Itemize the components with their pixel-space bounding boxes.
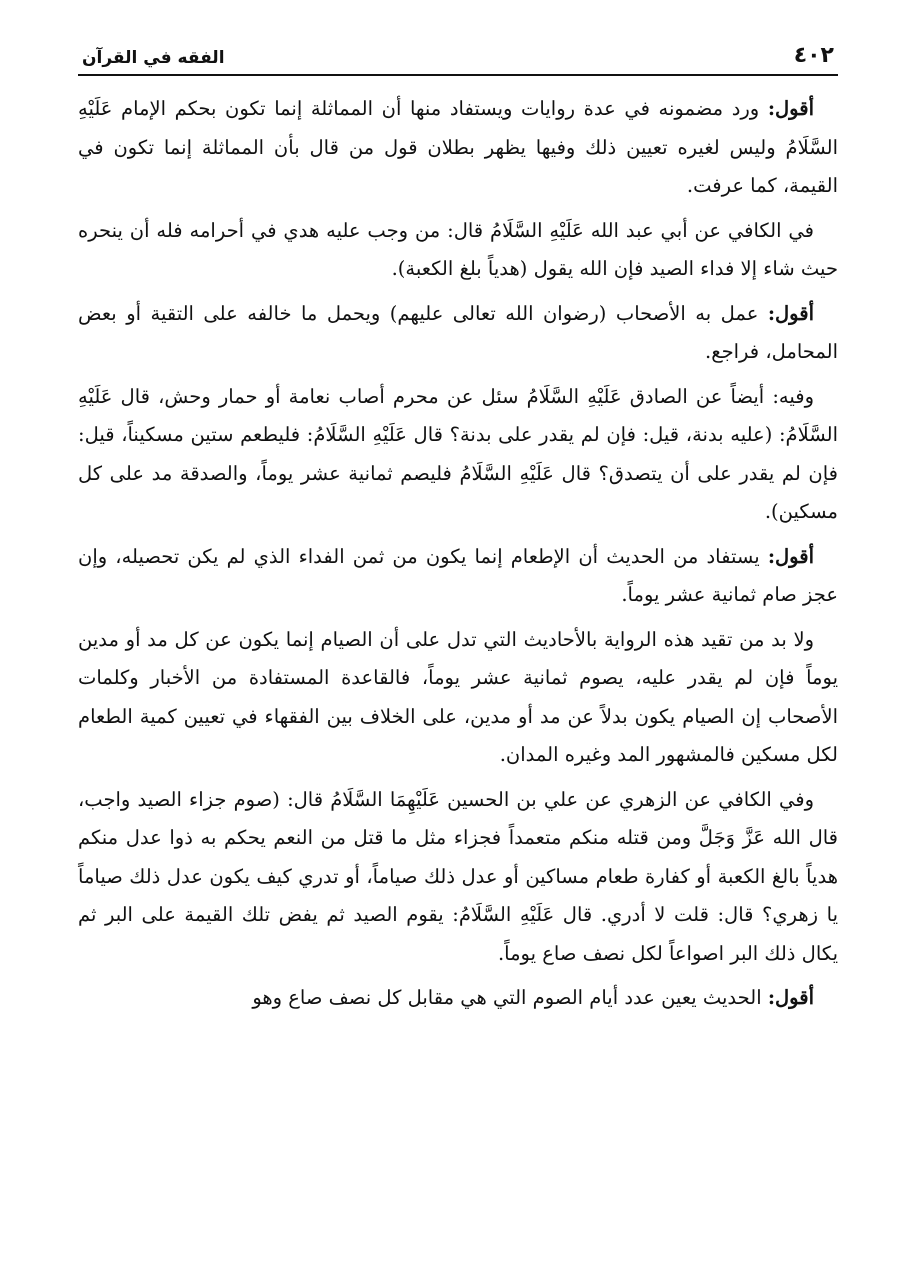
paragraph-text: وفيه: أيضاً عن الصادق عَلَيْهِ السَّلَامُ سئل عن محرم أصاب نعامة أو حمار وحش، قال عَلَيْهِ السَّلَامُ: (عليه بدنة، قيل: فإن لم يقدر على بدنة؟ قال عَلَيْهِ السَّلَامُ: فليطعم ستين مسكيناً، قيل: فإن لم يقدر على أن يتصدق؟ قال عَلَيْهِ السَّلَامُ فليصم ثمانية عشر يوماً، والصدقة مد على كل مسكين). — [78, 384, 838, 523]
paragraph — [78, 538, 838, 615]
paragraph — [78, 378, 838, 532]
paragraph-lead: أقول: — [767, 301, 814, 325]
paragraph-lead: أقول: — [767, 97, 814, 120]
paragraph-lead: أقول: — [767, 544, 814, 568]
body-text — [78, 90, 838, 1018]
running-title: الفقه في القرآن — [82, 48, 225, 68]
page-header — [78, 30, 838, 76]
page-number: ٤٠٢ — [793, 43, 834, 68]
paragraph-text: في الكافي عن أبي عبد الله عَلَيْهِ السَّلَامُ قال: من وجب عليه هدي في أحرامه فله أن ينحره حيث شاء إلا فداء الصيد فإن الله يقول (هدياً بلغ الكعبة). — [78, 218, 838, 280]
paragraph — [78, 979, 838, 1018]
paragraph-text: الحديث يعين عدد أيام الصوم التي هي مقابل كل نصف صاع وهو — [252, 986, 768, 1009]
book-page — [78, 30, 838, 1024]
paragraph — [78, 212, 838, 289]
paragraph-text: ورد مضمونه في عدة روايات ويستفاد منها أن المماثلة إنما تكون بحكم الإمام عَلَيْهِ السَّلَامُ وليس لغيره تعيين ذلك وفيها يظهر بطلان قول من قال بأن المماثلة إنما تكون في القيمة، كما عرفت. — [78, 97, 838, 197]
paragraph — [78, 621, 838, 775]
paragraph-text: يستفاد من الحديث أن الإطعام إنما يكون من ثمن الفداء الذي لم يكن تحصيله، وإن عجز صام ثمانية عشر يوماً. — [78, 544, 838, 606]
paragraph-text: عمل به الأصحاب (رضوان الله تعالى عليهم) ويحمل ما خالفه على التقية أو بعض المحامل، فراجع. — [78, 301, 838, 363]
paragraph-text: ولا بد من تقيد هذه الرواية بالأحاديث التي تدل على أن الصيام إنما يكون عن كل مد أو مدين يوماً فإن لم يقدر عليه، يصوم ثمانية عشر يوماً، فالقاعدة المستفادة من الأخبار وكلمات الأصحاب إن الصيام يكون بدلاً عن مد أو مدين، على الخلاف بين الفقهاء في تعيين كمية الطعام لكل مسكين فالمشهور المد وغيره المدان. — [78, 627, 838, 766]
paragraph — [78, 295, 838, 372]
paragraph — [78, 90, 838, 206]
paragraph — [78, 781, 838, 974]
paragraph-text: وفي الكافي عن الزهري عن علي بن الحسين عَلَيْهِمَا السَّلَامُ قال: (صوم جزاء الصيد واجب، قال الله عَزَّ وَجَلَّ ومن قتله منكم متعمداً فجزاء مثل ما قتل من النعم يحكم به ذوا عدل منكم هدياً بالغ الكعبة أو كفارة طعام مساكين أو عدل ذلك صياماً، أو تدري كيف يكون عدل ذلك صياماً يا زهري؟ قال: قلت لا أدري. قال عَلَيْهِ السَّلَامُ: يقوم الصيد ثم يفض تلك القيمة على البر ثم يكال ذلك البر اصواعاً لكل نصف صاع يوماً. — [78, 787, 838, 965]
paragraph-lead: أقول: — [767, 986, 814, 1009]
